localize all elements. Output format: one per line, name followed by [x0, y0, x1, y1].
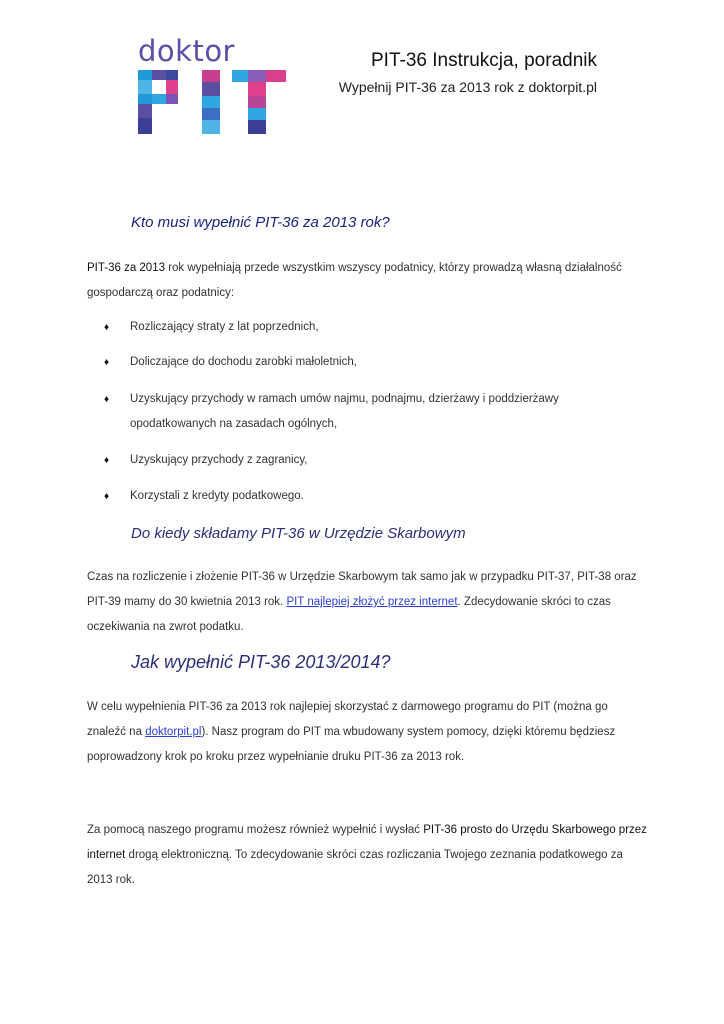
doktorpit-logo [136, 34, 288, 136]
list-item-text: Korzystali z kredyty podatkowego. [130, 490, 304, 502]
diamond-bullet-icon: ♦ [104, 357, 110, 368]
diamond-bullet-icon: ♦ [104, 322, 110, 333]
intro-text: rok wypełniają przede wszystkim wszyscy podatnicy, którzy prowadzą własną działalność gospodarczą oraz podatnicy: [87, 262, 622, 299]
online-text-end: drogą elektroniczną. To zdecydowanie skróci czas rozliczania Twojego zeznania podatkowego za 2013 rok. [87, 849, 623, 886]
how-paragraph [87, 695, 647, 770]
diamond-bullet-icon: ♦ [104, 394, 110, 405]
how-text-end: ). Nasz program do PIT ma wbudowany system pomocy, dzięki któremu będziesz poprowadzony krok po kroku przez wypełnianie druku PIT-36 za 2013 rok. [87, 726, 616, 763]
page-subtitle: Wypełnij PIT-36 za 2013 rok z doktorpit.pl [338, 79, 597, 95]
section-heading-deadline: Do kiedy składamy PIT-36 w Urzędzie Skarbowym [131, 525, 466, 542]
intro-bold: PIT-36 za 2013 [87, 262, 165, 274]
page-title: PIT-36 Instrukcja, poradnik [371, 50, 597, 71]
online-text: Za pomocą naszego programu możesz również wypełnić i wysłać [87, 824, 424, 836]
list-item-text: Uzyskujący przychody w ramach umów najmu, podnajmu, dzierżawy i poddzierżawy opodatkowanych na zasadach ogólnych, [130, 393, 559, 430]
logo-pit-letters-graphic [136, 70, 288, 134]
file-online-link[interactable]: PIT najlepiej złożyć przez internet [286, 596, 458, 608]
logo-word: doktor [138, 34, 235, 68]
how-text: W celu wypełnienia PIT-36 za 2013 rok najlepiej skorzystać z darmowego programu do PIT (można go znaleźć na [87, 701, 608, 738]
list-item-text: Uzyskujący przychody z zagranicy, [130, 454, 308, 466]
diamond-bullet-icon: ♦ [104, 491, 110, 502]
deadline-text-end: . Zdecydowanie skróci to czas oczekiwania na zwrot podatku. [87, 596, 611, 633]
intro-paragraph [87, 256, 647, 306]
doktorpit-link[interactable]: doktorpit.pl [145, 726, 202, 738]
online-filing-paragraph [87, 818, 647, 893]
deadline-text: Czas na rozliczenie i złożenie PIT-36 w Urzędzie Skarbowym tak samo jak w przypadku PIT-37, PIT-38 oraz PIT-39 mamy do 30 kwietnia 2013 rok. [87, 571, 637, 608]
deadline-paragraph [87, 565, 647, 640]
list-item-text: Doliczające do dochodu zarobki małoletnich, [130, 356, 357, 368]
online-bold: PIT-36 prosto do Urzędu Skarbowego przez internet [87, 824, 647, 861]
section-heading-how: Jak wypełnić PIT-36 2013/2014? [131, 652, 391, 672]
section-heading-who: Kto musi wypełnić PIT-36 za 2013 rok? [131, 214, 390, 231]
list-item-text: Rozliczający straty z lat poprzednich, [130, 321, 319, 333]
diamond-bullet-icon: ♦ [104, 455, 110, 466]
